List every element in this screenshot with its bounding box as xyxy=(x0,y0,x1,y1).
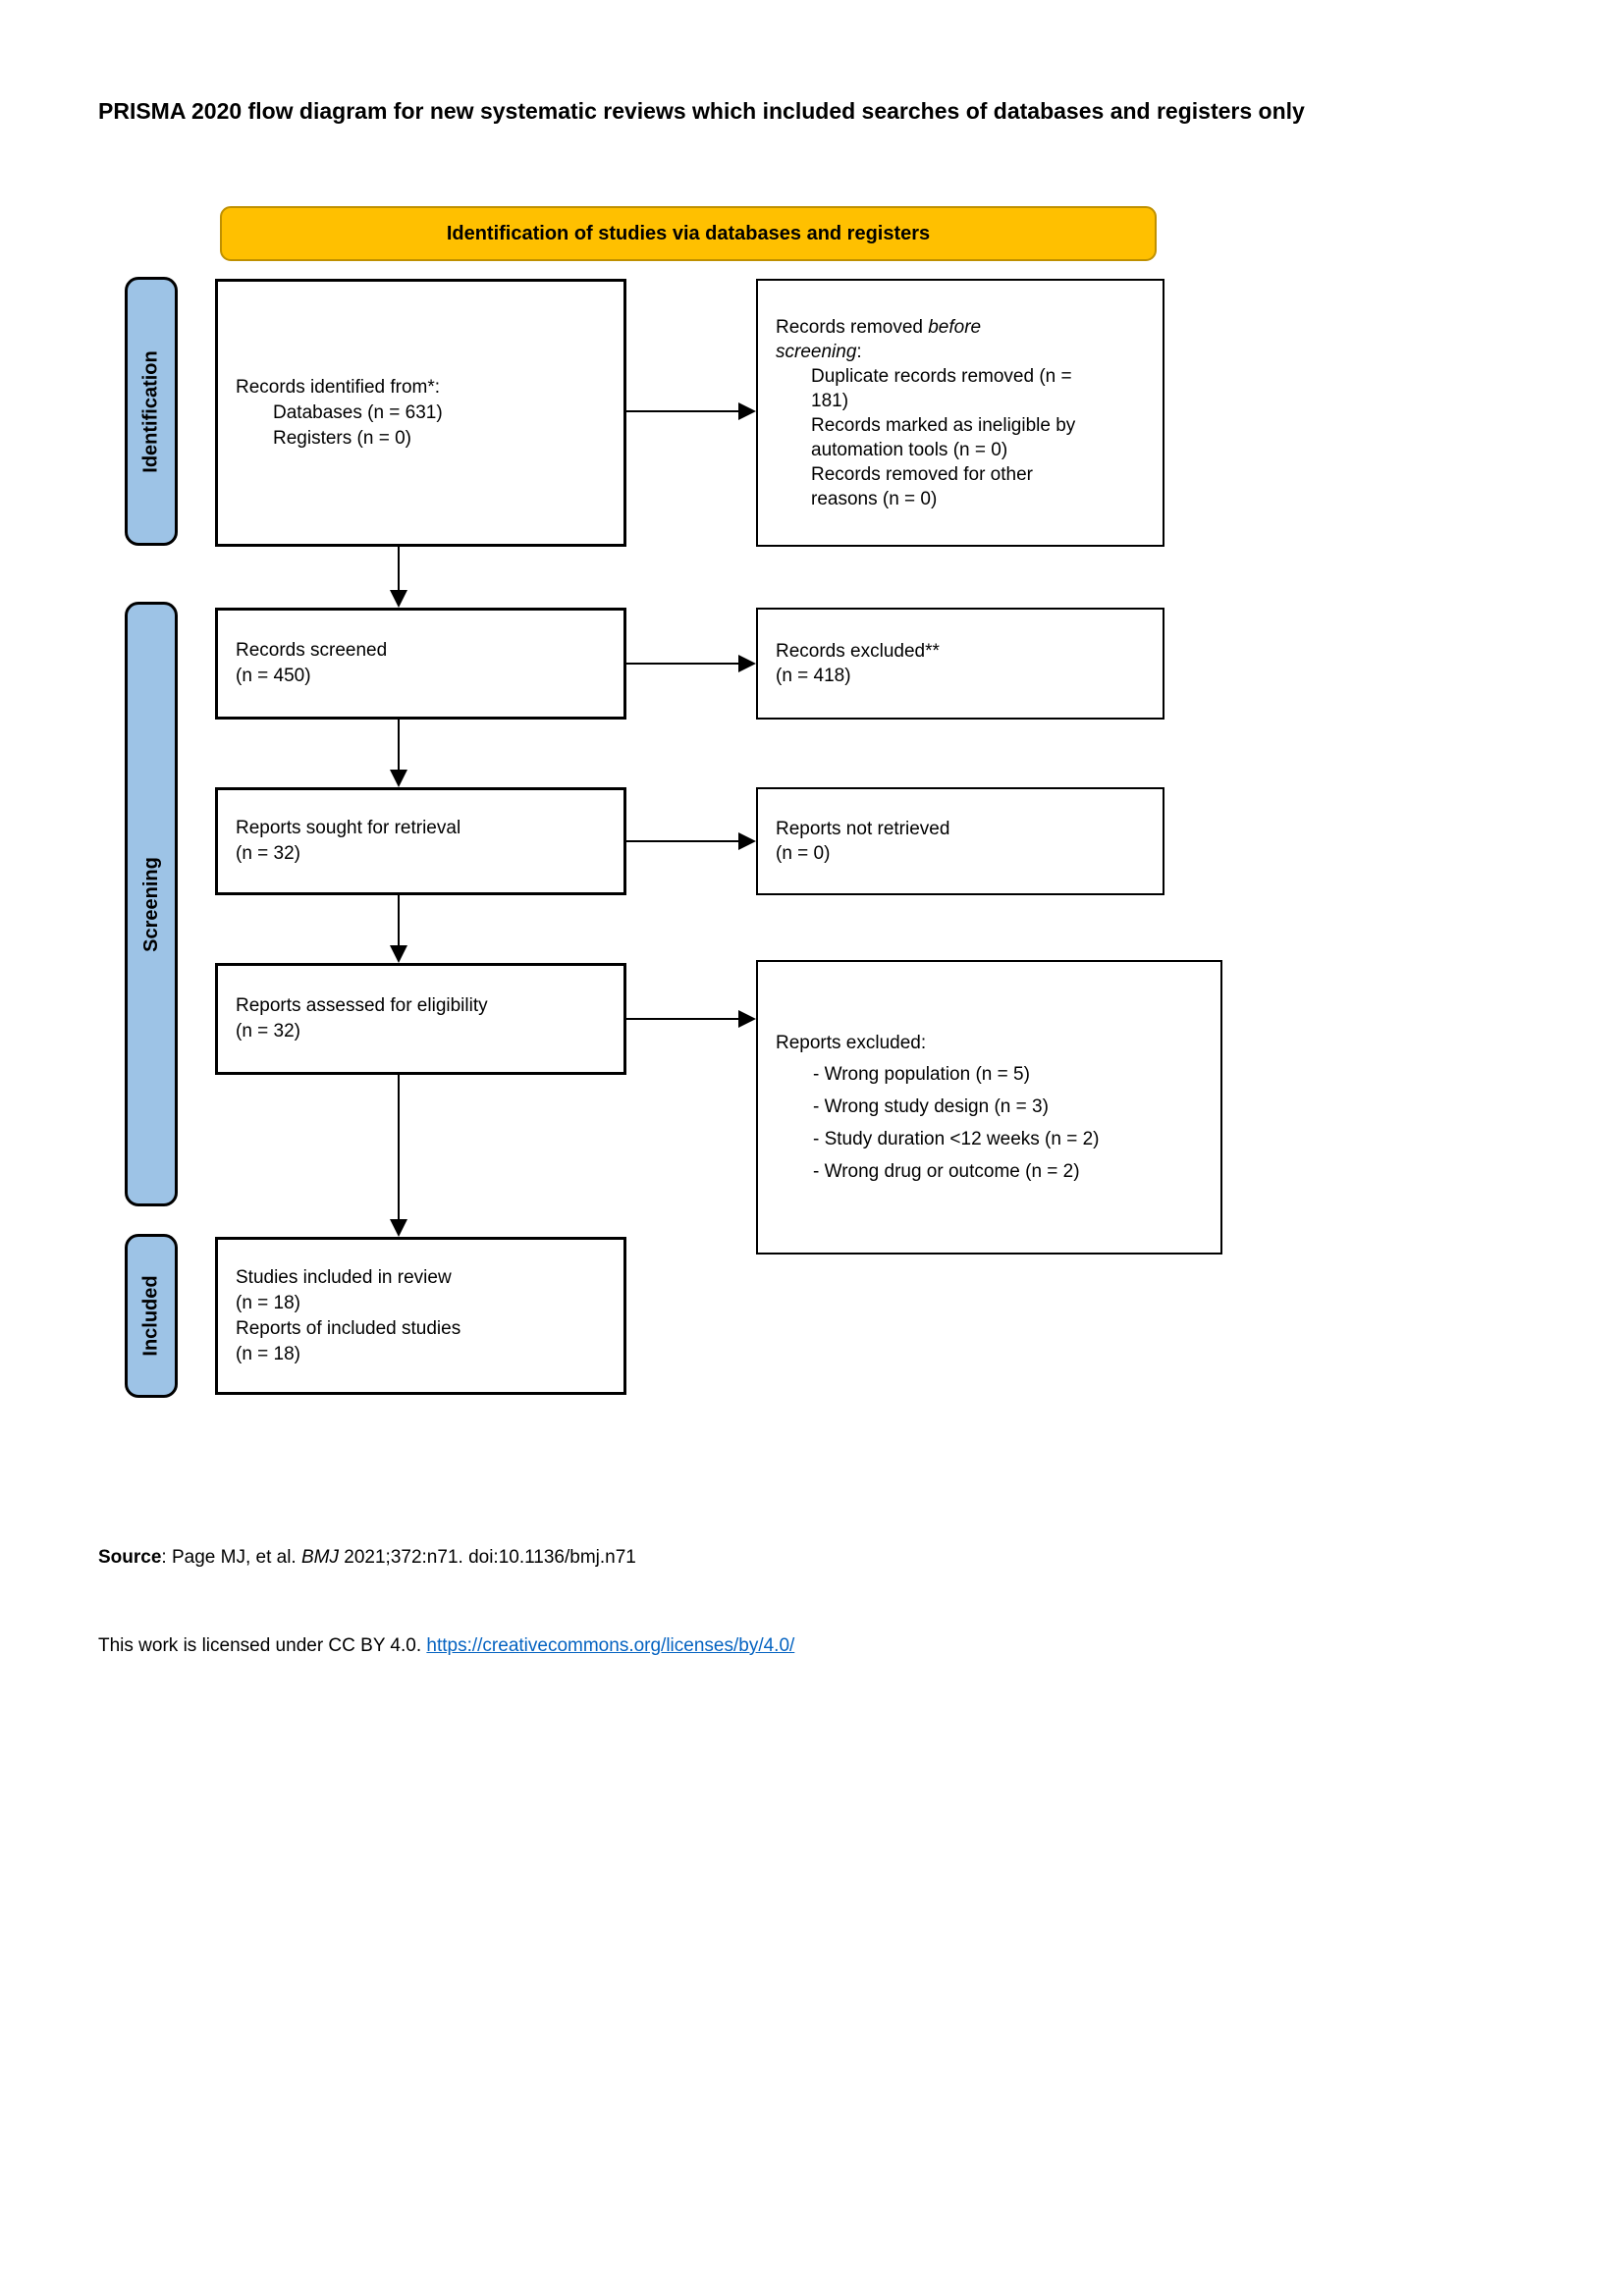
stage-bar-included xyxy=(125,1234,178,1398)
records-excluded-line2: (n = 418) xyxy=(776,666,851,686)
records-identified-registers: Registers (n = 0) xyxy=(273,427,411,449)
stage-bar-screening xyxy=(125,602,178,1206)
arrow-down-head-2-icon xyxy=(390,770,407,787)
reports-excluded-reason-duration: - Study duration <12 weeks (n = 2) xyxy=(813,1128,1100,1149)
reports-excluded-heading: Reports excluded: xyxy=(776,1032,927,1053)
arrow-right-head-2-icon xyxy=(738,655,756,672)
arrow-down-head-4-icon xyxy=(390,1219,407,1237)
arrow-down-head-1-icon xyxy=(390,590,407,608)
page-title: PRISMA 2020 flow diagram for new systematic reviews which included searches of databases and registers only xyxy=(98,98,1305,124)
box-reports-not-retrieved xyxy=(756,787,1164,895)
arrow-down-sought-to-assessed xyxy=(398,895,400,945)
license-link[interactable]: https://creativecommons.org/licenses/by/4.0/ xyxy=(426,1635,795,1656)
header-banner xyxy=(220,206,1157,261)
box-records-removed xyxy=(756,279,1164,547)
box-records-identified xyxy=(215,279,626,547)
records-removed-other: Records removed for other reasons (n = 0) xyxy=(811,463,1039,509)
reports-excluded-reason-design: - Wrong study design (n = 3) xyxy=(813,1095,1049,1117)
studies-included-line4: (n = 18) xyxy=(236,1343,301,1364)
reports-sought-line1: Reports sought for retrieval xyxy=(236,818,461,838)
records-removed-heading: Records removed before screening: xyxy=(776,316,987,362)
box-studies-included xyxy=(215,1237,626,1395)
arrow-down-assessed-to-included xyxy=(398,1075,400,1219)
reports-sought-line2: (n = 32) xyxy=(236,843,301,864)
reports-excluded-reason-population: - Wrong population (n = 5) xyxy=(813,1063,1030,1085)
header-banner-label: Identification of studies via databases and registers xyxy=(446,222,931,244)
reports-excluded-reason-drug: - Wrong drug or outcome (n = 2) xyxy=(813,1160,1080,1182)
stage-bar-identification xyxy=(125,277,178,546)
arrow-down-identified-to-screened xyxy=(398,547,400,591)
license-line: This work is licensed under CC BY 4.0. https://creativecommons.org/licenses/by/4.0/ xyxy=(98,1635,795,1656)
box-records-screened xyxy=(215,608,626,720)
source-block xyxy=(98,1484,1276,1720)
studies-included-line1: Studies included in review xyxy=(236,1266,452,1288)
records-identified-heading: Records identified from*: xyxy=(236,376,441,398)
reports-not-retrieved-line2: (n = 0) xyxy=(776,843,831,864)
arrow-right-assessed-to-excluded xyxy=(626,1018,740,1020)
arrow-right-head-4-icon xyxy=(738,1010,756,1028)
arrow-right-screened-to-excluded xyxy=(626,663,740,665)
box-records-excluded xyxy=(756,608,1164,720)
box-reports-excluded xyxy=(756,960,1222,1255)
records-removed-duplicates: Duplicate records removed (n = 181) xyxy=(811,365,1077,411)
records-screened-line1: Records screened xyxy=(236,640,388,661)
records-identified-databases: Databases (n = 631) xyxy=(273,401,443,423)
records-removed-automation: Records marked as ineligible by automation tools (n = 0) xyxy=(811,414,1081,460)
stage-label-screening: Screening xyxy=(139,856,162,952)
reports-assessed-line1: Reports assessed for eligibility xyxy=(236,995,488,1016)
stage-label-identification: Identification xyxy=(139,349,162,473)
box-reports-assessed xyxy=(215,963,626,1075)
arrow-right-sought-to-notretrieved xyxy=(626,840,740,842)
reports-assessed-line2: (n = 32) xyxy=(236,1021,301,1041)
studies-included-line3: Reports of included studies xyxy=(236,1317,461,1339)
studies-included-line2: (n = 18) xyxy=(236,1292,301,1313)
box-reports-sought xyxy=(215,787,626,895)
arrow-right-identified-to-removed xyxy=(626,410,740,412)
stage-label-included: Included xyxy=(139,1275,162,1357)
records-excluded-line1: Records excluded** xyxy=(776,641,940,662)
source-citation: Source: Page MJ, et al. BMJ 2021;372:n71. doi:10.1136/bmj.n71 xyxy=(98,1547,636,1568)
arrow-down-head-3-icon xyxy=(390,945,407,963)
arrow-right-head-1-icon xyxy=(738,402,756,420)
arrow-down-screened-to-sought xyxy=(398,720,400,770)
records-screened-line2: (n = 450) xyxy=(236,666,311,686)
reports-not-retrieved-line1: Reports not retrieved xyxy=(776,819,950,839)
arrow-right-head-3-icon xyxy=(738,832,756,850)
